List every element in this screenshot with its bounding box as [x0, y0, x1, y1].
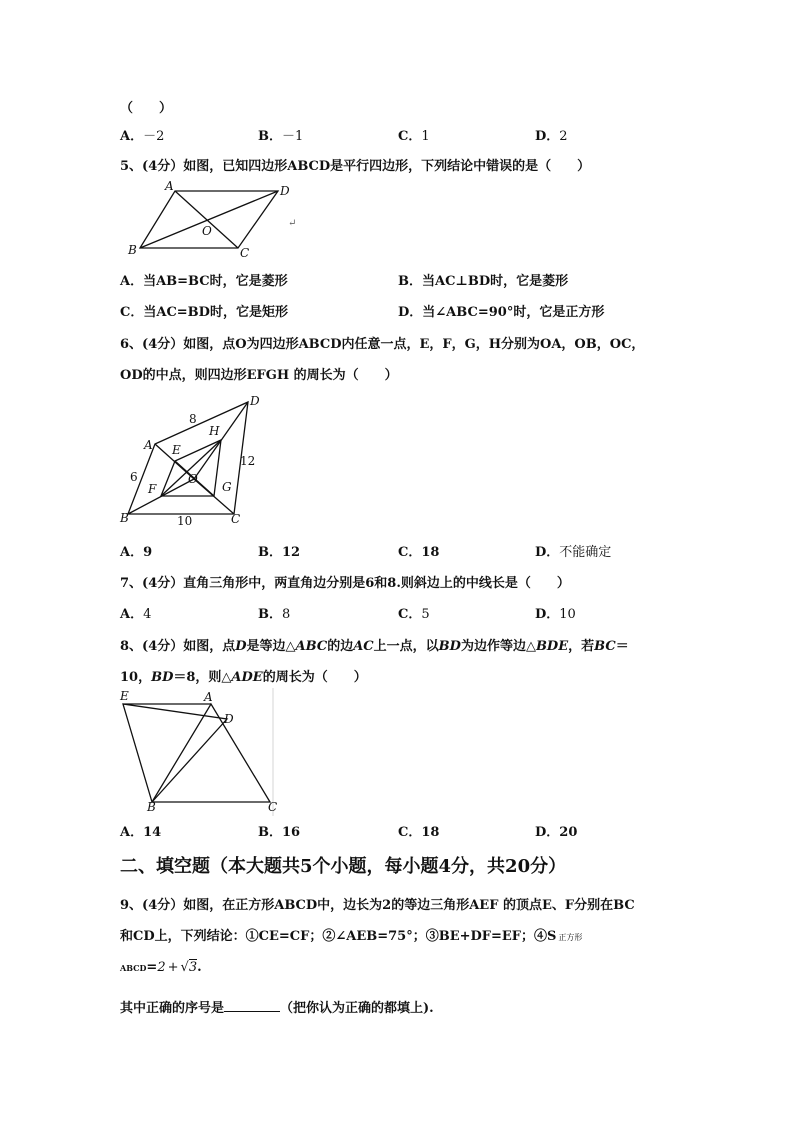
q5-option-b: B．当AC⊥BD时，它是菱形 [398, 274, 569, 289]
q6-label-b: B [120, 511, 129, 525]
q7-option-c: C．5 [398, 607, 430, 622]
q6-length-8: 8 [189, 412, 197, 426]
q8-option-b: B．16 [258, 825, 301, 840]
q6-label-e: E [172, 443, 181, 457]
q5-option-a: A．当AB=BC时，它是菱形 [120, 274, 288, 289]
q7-option-b: B．8 [258, 607, 291, 622]
q7-option-d: D．10 [535, 607, 576, 622]
q6-label-o: O [188, 472, 198, 486]
q5-label-d: D [280, 184, 290, 198]
q8-option-a: A．14 [120, 825, 162, 840]
q9-answer-line: 其中正确的序号是 （把你认为正确的都填上). [120, 1001, 434, 1016]
q8-triangle-figure [118, 688, 288, 816]
q5-label-o: O [202, 224, 212, 238]
q6-option-b: B．12 [258, 545, 301, 560]
q9-answer-blank[interactable] [224, 999, 280, 1012]
q7-option-a: A．4 [120, 607, 152, 622]
q8-label-c: C [268, 800, 278, 814]
q8-triangle-abc [152, 704, 270, 802]
q8-option-d: D．20 [535, 825, 578, 840]
q9-stem-line1: 9、(4分）如图，在正方形ABCD中，边长为2的等边三角形AEF 的顶点E、F分别在BC [120, 898, 635, 913]
q6-stem-line2: OD的中点，则四边形EFGH 的周长为（ ） [120, 368, 398, 383]
q9-stem-line2: 和CD上，下列结论：①CE=CF；②∠AEB=75°；③BE+DF=EF；④S 正方形 [120, 929, 583, 944]
q6-label-g: G [222, 480, 232, 494]
q6-label-a: A [144, 438, 153, 452]
q5-parallelogram-figure [120, 178, 310, 263]
q4-option-b: B．－1 [258, 129, 304, 144]
q8-stem-line2: 10，BD＝8，则△ADE的周长为（ ） [120, 670, 367, 685]
q5-label-b: B [128, 243, 137, 257]
q6-quadrilateral-abcd [128, 402, 248, 514]
q4-answer-paren: （ ） [120, 101, 173, 116]
q6-label-d: D [250, 394, 260, 408]
q5-diagonal-ac [175, 191, 238, 248]
q5-label-c: C [240, 246, 250, 260]
q8-label-b: B [147, 800, 156, 814]
q4-option-a: A．－2 [120, 129, 165, 144]
q5-return-mark: ↵ [288, 218, 297, 229]
q8-option-c: C．18 [398, 825, 440, 840]
q6-option-d: D．不能确定 [535, 545, 612, 560]
q6-label-h: H [209, 424, 220, 438]
q8-stem-line1: 8、(4分）如图，点D是等边△ABC的边AC上一点，以BD为边作等边△BDE，若BC＝ [120, 639, 629, 654]
q7-stem: 7、(4分）直角三角形中，两直角边分别是6和8.则斜边上的中线长是（ ） [120, 576, 570, 591]
q6-label-f: F [148, 482, 157, 496]
q6-length-6: 6 [130, 470, 138, 484]
q6-length-12: 12 [240, 454, 256, 468]
q6-option-c: C．18 [398, 545, 440, 560]
q8-label-a: A [204, 690, 213, 704]
q5-label-a: A [165, 179, 174, 193]
section-heading-fill-in: 二、填空题（本大题共5个小题，每小题4分，共20分） [120, 856, 567, 877]
q8-label-d: D [224, 712, 234, 726]
q5-option-d: D．当∠ABC=90°时，它是正方形 [398, 305, 605, 320]
q8-label-e: E [120, 689, 129, 703]
q6-option-a: A．9 [120, 545, 153, 560]
q8-triangle-bde [123, 704, 227, 802]
q5-stem: 5、(4分）如图，已知四边形ABCD是平行四边形，下列结论中错误的是（ ） [120, 159, 591, 174]
q4-option-c: C．1 [398, 129, 430, 144]
q6-stem-line1: 6、(4分）如图，点O为四边形ABCD内任意一点，E，F，G，H分别为OA，OB，OC， [120, 337, 645, 352]
q6-length-10: 10 [177, 514, 193, 528]
q6-quadrilateral-figure [118, 392, 278, 532]
sqrt-symbol: √ [180, 960, 189, 975]
q4-option-d: D．2 [535, 129, 568, 144]
q9-area-formula: ABCD=2 + √3. [120, 960, 202, 975]
q5-option-c: C．当AC=BD时，它是矩形 [120, 305, 288, 320]
q6-label-c: C [231, 512, 241, 526]
